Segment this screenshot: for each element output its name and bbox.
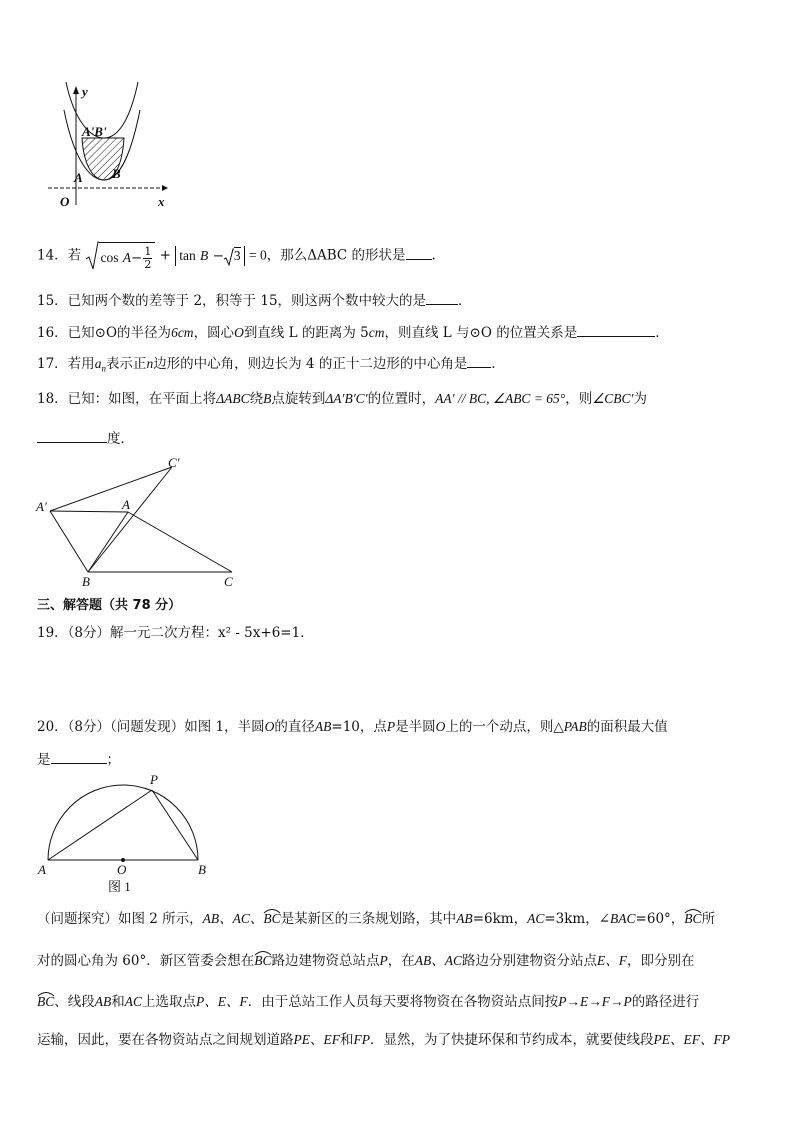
q18-tri: ΔABC xyxy=(216,391,250,406)
q14-tail: ，那么ΔABC 的形状是 xyxy=(266,247,406,264)
q18-f: 为 xyxy=(633,391,648,407)
question-18-line2 xyxy=(37,428,134,448)
label-a-fig18: A xyxy=(122,497,130,512)
q17-a: 17．若用 xyxy=(37,356,95,372)
explore-l3c: 和 xyxy=(111,994,125,1010)
q18-condition: AA′ // BC, ∠ABC = 65° xyxy=(435,391,566,406)
q20-o: O xyxy=(264,719,275,734)
q20-end: ； xyxy=(106,752,120,768)
explore-l1b: AB、AC、 xyxy=(202,911,264,926)
tan-text: tan xyxy=(179,248,196,263)
question-14 xyxy=(37,241,436,271)
q16-d: ，则直线 L 与⊙O 的位置关系是 xyxy=(384,325,578,341)
explore-l3a: 、线段 xyxy=(54,994,95,1010)
explore-l2a: 对的圆心角为 60°．新区管委会想在 xyxy=(37,953,255,969)
question-20-line2 xyxy=(37,749,120,769)
q20-o2: O xyxy=(435,719,446,734)
q17-c: 边形的中心角，则边长为 4 的正十二边形的中心角是 xyxy=(153,356,468,372)
q17-n: n xyxy=(146,356,154,371)
explore-l4: 运输，因此，要在各物资站点之间规划道路 xyxy=(37,1032,294,1048)
label-c-prime: C′ xyxy=(168,455,180,470)
q14-end: . xyxy=(431,247,436,264)
arc-bc-1: BC xyxy=(263,911,281,926)
minus-sign: − xyxy=(131,249,143,266)
label-a-fig1: A xyxy=(38,862,46,877)
explore-l1f: AC xyxy=(527,911,545,926)
q15-text: 15．已知两个数的差等于 2，积等于 15，则这两个数中较大的是 xyxy=(37,293,427,309)
q18-a: 18．已知：如图，在平面上将 xyxy=(37,391,217,407)
q16-o: O xyxy=(234,325,244,340)
explore-line-4 xyxy=(37,1031,730,1049)
q16-b: ，圆心 xyxy=(193,325,235,341)
answer-blank-14[interactable] xyxy=(406,245,432,260)
sqrt3-value: 3 xyxy=(233,248,241,263)
explore-l2f: 路边分别建物资分站点 xyxy=(462,953,597,969)
cos-text: cos xyxy=(100,249,119,265)
explore-l1i: =60°， xyxy=(635,911,685,927)
answer-blank-16[interactable] xyxy=(577,322,655,337)
explore-l4e: 和 xyxy=(340,1032,354,1048)
explore-l4g: ．显然，为了快捷环保和节约成本，就要使线段 xyxy=(370,1032,654,1048)
semicircle-figure xyxy=(36,772,216,892)
q18-angle: ∠CBC′ xyxy=(592,391,634,406)
abs-expression xyxy=(175,246,244,266)
q18-e: ，则 xyxy=(565,391,593,407)
label-a: A xyxy=(74,170,83,185)
q18-tri2: ΔA′B′C′ xyxy=(325,391,368,406)
question-19: 19．（8分）解一元二次方程：x² - 5x+6=1． xyxy=(37,625,314,641)
parabola-figure xyxy=(40,80,180,215)
equals-zero: = 0 xyxy=(248,247,267,263)
label-ab-prime: A'B' xyxy=(82,124,107,139)
plus-sign: + xyxy=(159,247,171,264)
q16-a: 16．已知⊙O的半径为 xyxy=(37,325,172,341)
figure-1-caption: 图 1 xyxy=(108,879,131,894)
q20-p: P xyxy=(386,719,396,734)
label-o: O xyxy=(60,194,70,209)
question-18 xyxy=(37,390,647,408)
q17-n-sub: n xyxy=(101,363,106,374)
explore-l3e: 上选取点 xyxy=(142,994,197,1010)
q18-d: 的位置时， xyxy=(367,391,436,407)
explore-l1a: （问题探究）如图 2 所示， xyxy=(37,911,203,927)
explore-l2d: ，在 xyxy=(387,953,415,969)
q16-end: ． xyxy=(655,325,669,341)
question-17 xyxy=(37,353,505,378)
answer-blank-20[interactable] xyxy=(51,749,107,764)
explore-l3i: 的路径进行 xyxy=(631,994,700,1010)
explore-l2e: AB、AC xyxy=(414,953,462,968)
explore-line-3 xyxy=(37,993,699,1011)
label-y: y xyxy=(82,84,88,99)
q20-line2: 是 xyxy=(37,752,51,768)
explore-l2g: E、F xyxy=(597,953,627,968)
q18-b: 绕 xyxy=(249,391,264,407)
q16-cm: cm xyxy=(368,325,385,340)
label-b: B xyxy=(112,166,121,181)
fraction-half: $\frac{1}{2}$ xyxy=(144,244,152,271)
label-c-fig18: C xyxy=(224,574,233,589)
explore-line-2 xyxy=(37,952,695,970)
label-b-fig1: B xyxy=(198,862,206,877)
label-p: P xyxy=(150,772,158,787)
q15-end: ． xyxy=(458,293,472,309)
explore-l2c: P xyxy=(379,953,388,968)
label-b-fig18: B xyxy=(82,574,90,589)
arc-bc-2: BC xyxy=(684,911,702,926)
explore-l4h: PE、EF、FP xyxy=(653,1032,730,1047)
answer-blank-17[interactable] xyxy=(467,353,491,368)
explore-l3f: P、E、F xyxy=(196,994,248,1009)
q20-c: =10，点 xyxy=(331,719,387,735)
explore-l4c: 、 xyxy=(310,1032,324,1048)
rotation-triangles xyxy=(36,455,246,590)
q20-ab: AB xyxy=(314,719,332,734)
explore-l3b: AB xyxy=(94,994,112,1009)
section-3-heading: 三、解答题（共 78 分） xyxy=(37,598,182,613)
question-16 xyxy=(37,322,669,342)
arc-bc-3: BC xyxy=(254,953,272,968)
explore-l2h: ，即分别在 xyxy=(627,953,695,969)
label-x: x xyxy=(158,194,165,209)
explore-l1d: AB xyxy=(456,911,473,926)
q14-prefix: 14．若 xyxy=(37,247,82,264)
explore-l4d: EF xyxy=(323,1032,340,1047)
question-20 xyxy=(37,718,668,736)
label-o-fig1: O xyxy=(117,862,127,877)
q17-an: a xyxy=(94,356,102,371)
explore-line-1 xyxy=(37,910,715,928)
explore-l2b: 路边建物资总站点 xyxy=(271,953,380,969)
explore-l1j: 所 xyxy=(701,911,716,927)
q20-d: 是半圆 xyxy=(395,719,436,735)
rotation-figure xyxy=(36,455,246,590)
cos-a: A xyxy=(122,249,132,265)
explore-l1c: 是某新区的三条规划路，其中 xyxy=(280,911,457,927)
q16-c: 到直线 L 的距离为 5 xyxy=(243,325,369,341)
minus-sign-2: − xyxy=(212,248,224,264)
question-15 xyxy=(37,290,472,310)
explore-l3g: ．由于总站工作人员每天要将物资在各物资站点间按 xyxy=(247,994,559,1010)
explore-l3d: AC xyxy=(124,994,143,1009)
explore-l1h: BAC xyxy=(610,911,636,926)
q20-pab: PAB xyxy=(563,719,587,734)
explore-l1e: =6km， xyxy=(472,911,528,927)
label-a-prime: A′ xyxy=(36,499,47,514)
q17-b: 表示正 xyxy=(105,356,147,372)
q16-radius: 6cm xyxy=(171,325,194,340)
tan-b: B xyxy=(200,248,209,263)
q18-c: 点旋转到 xyxy=(271,391,326,407)
sqrt-expression xyxy=(85,241,155,271)
arc-bc-4: BC xyxy=(37,994,55,1009)
q18-point-b: B xyxy=(263,391,272,406)
q20-b: 的直径 xyxy=(274,719,315,735)
answer-blank-15[interactable] xyxy=(426,290,458,305)
explore-l4b: PE xyxy=(293,1032,310,1047)
q20-f: 的面积最大值 xyxy=(586,719,668,735)
q17-end: ． xyxy=(491,356,505,372)
q20-a: 20．（8分）（问题发现）如图 1，半圆 xyxy=(37,719,265,735)
explore-l4f: FP xyxy=(353,1032,370,1047)
explore-l1g: =3km，∠ xyxy=(544,911,611,927)
q18-line2: 度． xyxy=(107,431,134,447)
explore-l3h: P→E→F→P xyxy=(558,994,632,1009)
answer-blank-18[interactable] xyxy=(37,428,107,443)
q20-e: 上的一个动点，则△ xyxy=(445,719,564,735)
